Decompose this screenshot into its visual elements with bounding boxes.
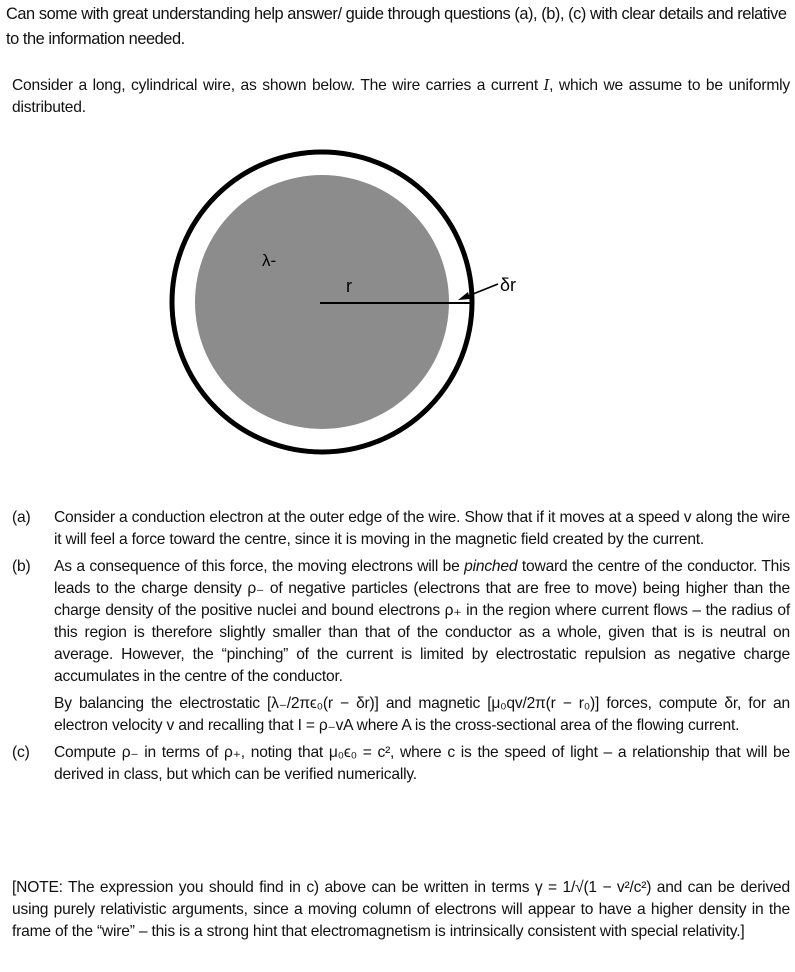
question-b-paragraph-2: By balancing the electrostatic [λ₋/2πϵ₀(r − δr)] and magnetic [μ₀qv/2π(r − r₀)] forces, compute δr, for an electron velocity v and recalling that I = ρ₋vA where A is the cross-sectional area of the flowing current. [54,695,790,734]
current-symbol: I [543,78,550,94]
problem-setup [12,75,790,119]
question-a-text: Consider a conduction electron at the outer edge of the wire. Show that if it moves at a speed v along the wire it will feel a force toward the centre, since it is moving in the magnetic field created by the current. [54,509,790,548]
question-b [12,556,790,737]
setup-text-1: Consider a long, cylindrical wire, as shown below. The wire carries a current [12,77,544,94]
question-b-label: (b) [12,558,31,575]
question-b-text-start: As a consequence of this force, the moving electrons will be [54,558,465,575]
relativity-note: [NOTE: The expression you should find in c) above can be written in terms γ = 1/√(1 − v²/c²) and can be derived using purely relativistic arguments, since a moving column of electrons will appear to have a higher density in the frame of the “wire” – this is a strong hint that electromagnetism is intrinsically consistent with special relativity.] [12,879,790,940]
question-b-emphasis: pinched [464,558,518,575]
question-a [12,507,790,551]
question-intro: Can some with great understanding help answer/ guide through questions (a), (b), (c) with clear details and relative to the information needed. [6,5,787,48]
delta-r-label: δr [500,275,517,295]
lambda-minus-label: λ- [262,251,277,270]
question-c-text: Compute ρ₋ in terms of ρ₊, noting that μ₀ϵ₀ = c², where c is the speed of light – a relationship that will be derived in class, but which can be verified numerically. [54,744,790,783]
question-c [12,742,790,786]
question-list [12,507,790,791]
setup-text-2: , which we assume to be uniformly distributed. [12,77,790,116]
question-b-paragraph-1 [54,556,790,688]
question-a-label: (a) [12,509,31,526]
question-c-label: (c) [12,744,30,761]
wire-cross-section-diagram [0,140,795,490]
radius-label: r [346,276,352,296]
question-b-text-end: toward the centre of the conductor. This leads to the charge density ρ₋ of negative particles (electrons that are free to move) being higher than the charge density of the positive nuclei and bound electrons ρ₊ in the region where current flows – the radius of this region is therefore slightly smaller than that of the conductor as a whole, given that is is neutral on average. However, the “pinching” of the current is limited by electrostatic repulsion as negative charge accumulates in the centre of the conductor. [54,558,791,685]
